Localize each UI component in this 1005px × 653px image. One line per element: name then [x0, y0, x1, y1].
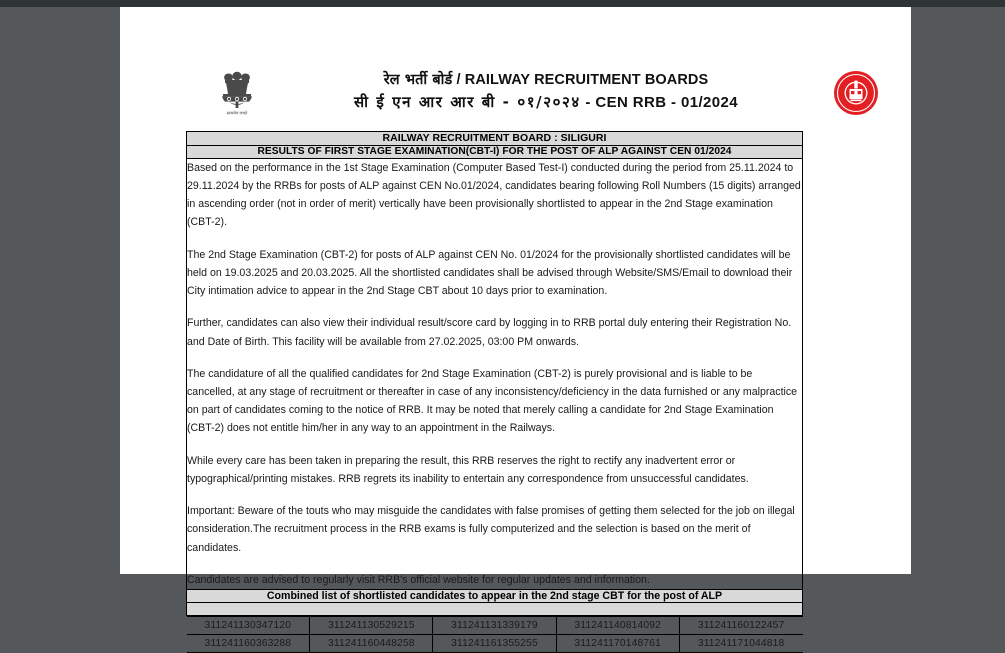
table-row [187, 589, 803, 602]
letterhead-titles [264, 71, 828, 114]
letterhead-subtitle-line [270, 91, 822, 115]
combined-list-spacer-cell [187, 602, 803, 615]
board-header-cell: RAILWAY RECRUITMENT BOARD : SILIGURI [187, 132, 803, 146]
letterhead [120, 7, 911, 125]
letterhead-title-line [270, 71, 822, 91]
document-page [120, 7, 911, 649]
notice-paragraph: The candidature of all the qualified candidates for 2nd Stage Examination (CBT-2) is purely provisional and is liable to be cancelled, at any stage of recruitment or thereafter in case of any inconsistency/deficiency in the data furnished or any malpractice on part of candidates coming to the notice of RRB. It may be noted that merely calling a candidate for 2nd Stage Examination (CBT-2) does not entitle him/her in any way to an appointment in the Railways. [187, 367, 798, 435]
notice-paragraph: Further, candidates can also view their individual result/score card by logging in to RRB portal duly entering their Registration No. and Date of Birth. This facility will be available from 27.02.2025, 03:00 PM onwards. [187, 317, 792, 348]
notice-paragraph: Important: Beware of the touts who may misguide the candidates with false promises of getting them selected for the job on illegal consideration.The recruitment process in the RRB exams is fully computerized and the selection is based on the merit of candidates. [187, 505, 795, 554]
notice-paragraph: Candidates are advised to regularly visit RRB's official website for regular updates and information. [187, 573, 650, 586]
letterhead-subtitle-english: CEN RRB - 01/2024 [595, 94, 739, 112]
notice-paragraph: Based on the performance in the 1st Stage Examination (Computer Based Test-I) conducted during the period from 25.11.2024 to 29.11.2024 by the RRBs for posts of ALP against CEN No.01/2024, candidates bearing following Roll Numbers (15 digits) arranged in ascending order (not in order of merit) vertically have been provisionally shortlisted to appear in the 2nd Stage examination (CBT-2). [187, 161, 801, 229]
roll-number-cell: 311241131339179 [433, 616, 556, 634]
roll-number-cell: 311241130529215 [310, 616, 433, 634]
indian-railways-logo [828, 70, 884, 116]
letterhead-title-hindi: रेल भर्ती बोर्ड [383, 72, 453, 89]
roll-grid-cell [187, 615, 803, 653]
notice-paragraph: The 2nd Stage Examination (CBT-2) for posts of ALP against CEN No. 01/2024 for the provisionally shortlisted candidates will be held on 19.03.2025 and 20.03.2025. All the shortlisted candidates shall be advised through Website/SMS/Email to download their City intimation advice to appear in the 2nd Stage CBT about 10 days prior to examination. [187, 248, 793, 298]
roll-number-body [187, 616, 803, 652]
ashoka-emblem-caption: सत्यमेव जयते [226, 110, 248, 116]
table-row [187, 602, 803, 615]
ashoka-emblem [210, 69, 264, 117]
table-row [187, 132, 803, 146]
roll-number-table [187, 616, 803, 653]
result-header-cell: RESULTS OF FIRST STAGE EXAMINATION(CBT-I) FOR THE POST OF ALP AGAINST CEN 01/2024 [187, 145, 803, 158]
roll-number-cell: 311241161355255 [433, 634, 556, 652]
letterhead-subtitle-separator: - [580, 94, 596, 112]
table-row [187, 158, 803, 589]
letterhead-title-english: RAILWAY RECRUITMENT BOARDS [464, 72, 709, 89]
letterhead-title-separator: / [452, 72, 465, 89]
notice-body-cell [187, 158, 803, 589]
letterhead-subtitle-hindi: सी ई एन आर आर बी - ०१/२०२४ [353, 93, 581, 112]
table-row [187, 634, 803, 652]
table-row [187, 145, 803, 158]
roll-number-cell: 311241130347120 [187, 616, 310, 634]
notice-table [186, 131, 803, 653]
notice-paragraph: While every care has been taken in preparing the result, this RRB reserves the right to rectify any inadvertent error or typographical/printing mistakes. RRB regrets its inability to entertain any correspondence from unsuccessful candidates. [187, 454, 749, 485]
roll-number-cell: 311241171044818 [679, 634, 802, 652]
roll-number-cell: 311241170148761 [556, 634, 679, 652]
table-row [187, 616, 803, 634]
roll-number-cell: 311241140814092 [556, 616, 679, 634]
roll-number-cell: 311241160363288 [187, 634, 310, 652]
viewer-top-bar [0, 0, 1005, 7]
roll-number-cell: 311241160448258 [310, 634, 433, 652]
roll-number-cell: 311241160122457 [679, 616, 802, 634]
combined-list-header-cell: Combined list of shortlisted candidates to appear in the 2nd stage CBT for the post of ALP [187, 589, 803, 602]
table-row [187, 615, 803, 653]
